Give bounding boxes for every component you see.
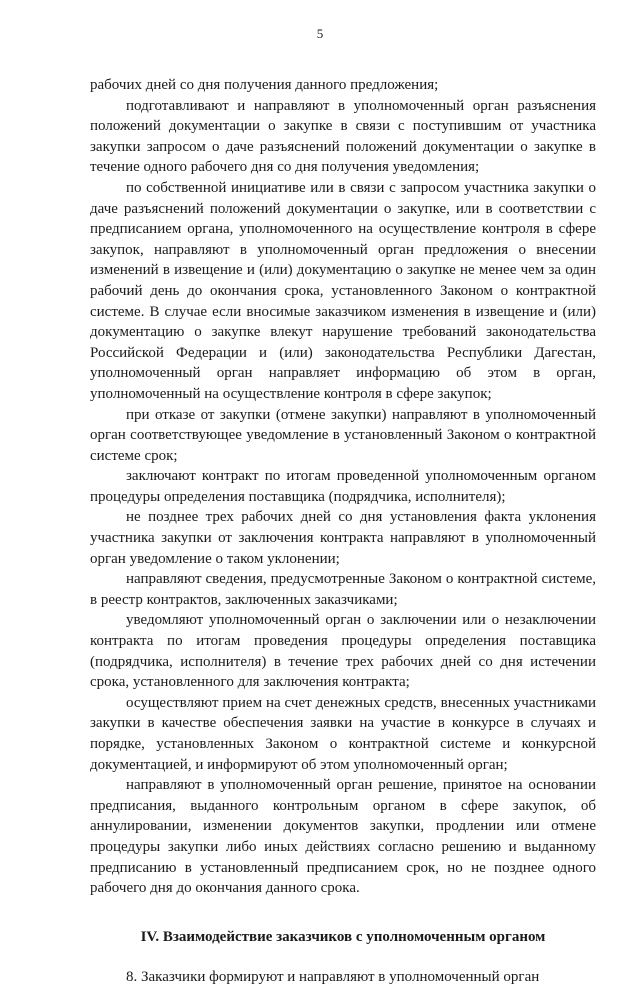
section-heading: IV. Взаимодействие заказчиков с уполномоченным органом — [140, 928, 546, 945]
paragraph-evasion-notice: не позднее трех рабочих дней со дня установления факта уклонения участника закупки от заключения контракта направляют в уполномоченный орган уведомление о таком уклонении; — [90, 509, 596, 567]
paragraph-continuation: рабочих дней со дня получения данного предложения; — [90, 77, 439, 93]
paragraph-conclusion-notice: уведомляют уполномоченный орган о заключении или о незаключении контракта по итогам проведения процедуры определения поставщика (подрядчика, исполнителя) в течение трех рабочих дней со дня истечении срока, установленного для заключения контракта; — [90, 612, 596, 691]
paragraph-conclude-contract: заключают контракт по итогам проведенной уполномоченным органом процедуры определения поставщика (подрядчика, исполнителя); — [90, 468, 596, 505]
paragraph-cancellation: при отказе от закупки (отмене закупки) направляют в уполномоченный орган соответствующее уведомление в установленный Законом о контрактной системе срок; — [90, 406, 596, 464]
page-number: 5 — [316, 26, 324, 41]
paragraph-control-order: направляют в уполномоченный орган решение, принятое на основании предписания, выданного контрольным органом в сфере закупок, об аннулировании, изменении документов закупки, продлении или отмене процедуры закупки либо иных действиях согласно решению и выданному предписанию в установленный предписанием срок, но не позднее одного рабочего дня до окончания данного срока. — [90, 777, 596, 897]
paragraph-amendments: по собственной инициативе или в связи с запросом участника закупки о даче разъяснений положений документации о закупке, или в соответствии с предписанием органа, уполномоченного на осуществление контроля в сфере закупок, направляют в уполномоченный орган предложения о внесении изменений в извещение и (или) документацию о закупке не менее чем за один рабочий день до окончания срока, установленного Законом о контрактной системе. В случае если вносимые заказчиком изменения в извещение и (или) документацию о закупке влекут нарушение требований законодательства Российской Федерации и (или) законодательства Республики Дагестан, уполномоченный орган направляет информацию об этом в орган, уполномоченный на осуществление контроля в сфере закупок; — [90, 179, 596, 402]
paragraph-section-8: 8. Заказчики формируют и направляют в уполномоченный орган — [126, 969, 540, 986]
document-body — [90, 75, 596, 988]
paragraph-clarifications: подготавливают и направляют в уполномоченный орган разъяснения положений документации о закупке в связи с поступившим от участника закупки запросом о даче разъяснений положений документации о закупке в течение одного рабочего дня со дня получения уведомления; — [90, 97, 596, 176]
paragraph-security-funds: осуществляют прием на счет денежных средств, внесенных участниками закупки в качестве обеспечения заявки на участие в конкурсе в случаях и порядке, установленных Законом о контрактной системе и конкурсной документацией, и информируют об этом уполномоченный орган; — [90, 694, 596, 773]
paragraph-contract-registry: направляют сведения, предусмотренные Законом о контрактной системе, в реестр контрактов, заключенных заказчиками; — [90, 571, 596, 608]
